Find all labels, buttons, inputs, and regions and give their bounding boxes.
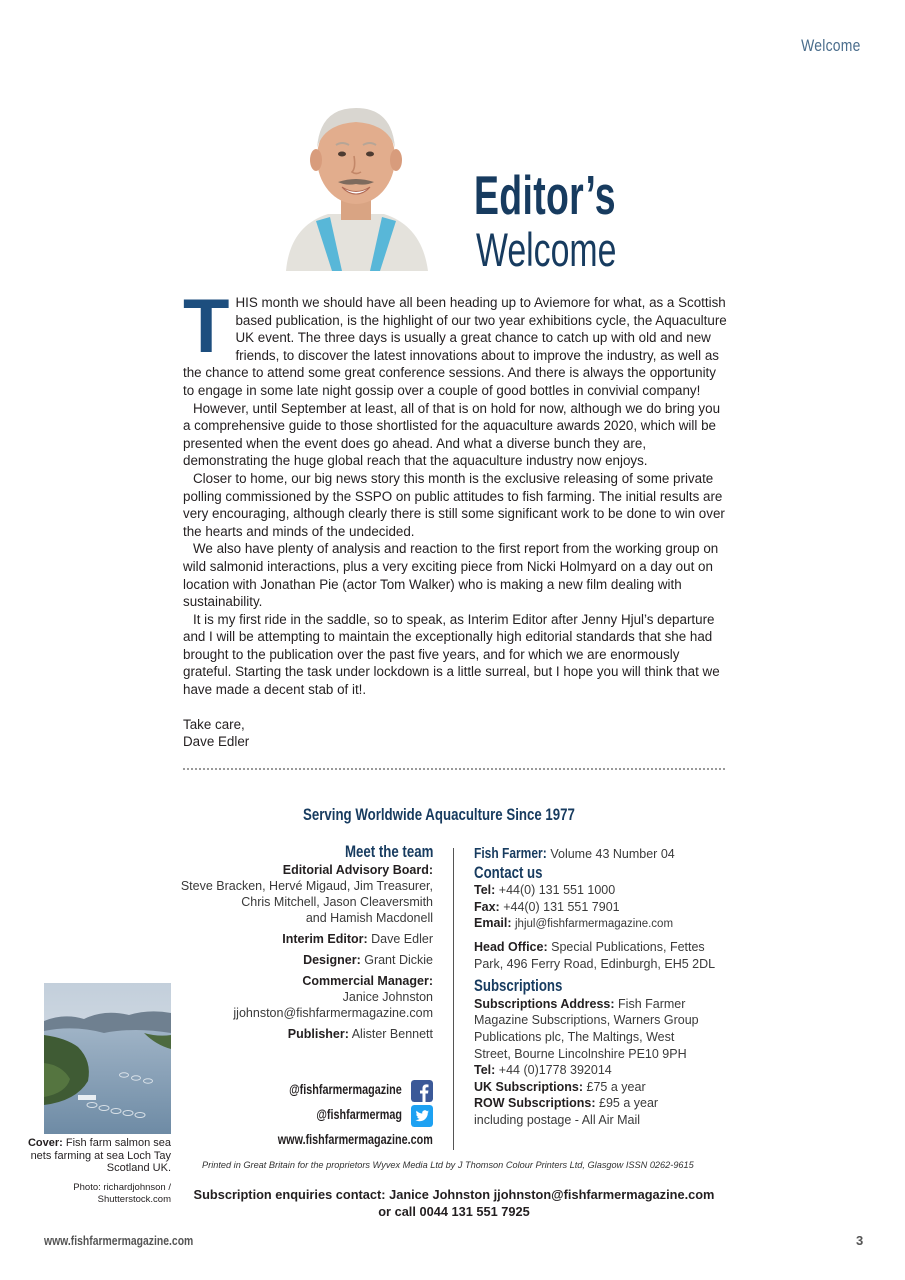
subscriptions-heading: Subscriptions <box>474 976 563 996</box>
sign-off: Take care, <box>183 716 245 732</box>
page-title-line2: Welcome <box>476 223 617 276</box>
subscriptions-address: Subscriptions Address: Fish Farmer Magazine Subscriptions, Warners Group Publications plc, The Maltings, West Street, Bourne Lincolnshire PE10 9PH <box>474 996 699 1061</box>
cover-credit: Photo: richardjohnson / Shutterstock.com <box>73 1182 171 1205</box>
commercial-email[interactable]: jjohnston@fishfarmermagazine.com <box>233 1006 433 1020</box>
commercial-name: Janice Johnston <box>342 990 433 1004</box>
magazine-name: Fish Farmer: <box>474 845 547 862</box>
volume-line <box>474 846 734 863</box>
website-link[interactable]: www.fishfarmermagazine.com <box>277 1132 433 1147</box>
paragraph-3: Closer to home, our big news story this month is the exclusive releasing of some private polling commissioned by the SSPO on public attitudes to fish farming. The initial results are very encouraging, although clearly there is still some significant work to be done to win over the hearts and minds of the undecided. <box>183 470 725 539</box>
column-separator <box>453 848 454 1150</box>
contact-email: Email: jhjul@fishfarmermagazine.com <box>474 916 674 931</box>
board-line-3: and Hamish Macdonell <box>305 911 433 925</box>
page-title-line1: Editor’s <box>474 164 616 226</box>
team-column <box>153 844 433 1042</box>
paragraph-5: It is my first ride in the saddle, so to speak, as Interim Editor after Jenny Hjul’s departure and I will be attempting to maintain the exceptionally high editorial standards that she had brought to the publication over the past five years, and for which we are enormously grateful. Starting the task under lockdown is a little surreal, but I hope you will think that we have made a decent stab of it!. <box>183 611 720 698</box>
board-line-1: Steve Bracken, Hervé Migaud, Jim Treasurer, <box>180 879 433 893</box>
section-label: Welcome <box>801 36 861 55</box>
designer: Designer: Grant Dickie <box>303 953 433 967</box>
footer-url[interactable]: www.fishfarmermagazine.com <box>44 1233 194 1248</box>
uk-subscriptions: UK Subscriptions: £75 a year <box>474 1079 646 1094</box>
team-heading: Meet the team <box>344 842 433 861</box>
head-office: Head Office: Special Publications, Fettes Park, 496 Ferry Road, Edinburgh, EH5 2DL <box>474 939 716 971</box>
interim-editor: Interim Editor: Dave Edler <box>282 932 433 946</box>
tagline: Serving Worldwide Aquaculture Since 1977 <box>303 805 575 824</box>
contact-heading: Contact us <box>474 862 543 882</box>
contact-tel: Tel: +44(0) 131 551 1000 <box>474 883 616 898</box>
paragraph-1 <box>183 284 728 400</box>
volume-text: Volume 43 Number 04 <box>550 847 675 861</box>
row-subscriptions: ROW Subscriptions: £95 a year including postage - All Air Mail <box>474 1096 659 1127</box>
subscriptions-tel: Tel: +44 (0)1778 392014 <box>474 1063 612 1078</box>
editorial-body <box>183 284 728 751</box>
publisher: Publisher: Alister Bennett <box>287 1027 433 1041</box>
twitter-icon[interactable] <box>411 1105 433 1127</box>
author-name: Dave Edler <box>183 734 250 750</box>
contact-fax: Fax: +44(0) 131 551 7901 <box>474 899 620 914</box>
page-number: 3 <box>856 1233 864 1248</box>
cover-caption: Cover: Fish farm salmon sea nets farming at sea Loch Tay Scotland UK. <box>27 1137 171 1174</box>
twitter-handle[interactable]: @fishfarmermag <box>316 1107 402 1122</box>
info-column <box>474 846 734 1129</box>
editor-portrait <box>276 96 436 271</box>
paragraph-1-text: HIS month we should have all been heading up to Aviemore for what, as a Scottish based publication, is the highlight of our two year exhibitions cycle, the Aquaculture UK event. The three days is usually a great chance to catch up with old and new friends, to discover the latest innovations about to improve the industry, as well as the chance to attend some great conference sessions. And there is always the opportunity to engage in some late night gossip over a couple of good bottles in convivial company! <box>183 295 727 398</box>
paragraph-2: However, until September at least, all of that is on hold for now, although we do bring you a comprehensive guide to those shortlisted for the aquaculture awards 2020, which will be presented when the event does go ahead. And what a diverse bunch they are, demonstrating the huge global reach that the aquaculture industry now enjoys. <box>183 400 721 469</box>
cover-photo <box>44 983 171 1134</box>
commercial-label: Commercial Manager: <box>302 974 433 988</box>
paragraph-4: We also have plenty of analysis and reaction to the first report from the working group on wild salmonid interactions, plus a very exciting piece from Nicki Holmyard on a day out on location with Jonathan Pie (actor Tom Walker) who is making a new film dealing with sustainability. <box>183 541 719 610</box>
board-label: Editorial Advisory Board: <box>282 863 433 877</box>
printer-note: Printed in Great Britain for the proprietors Wyvex Media Ltd by J Thomson Colour Printers Ltd, Glasgow ISSN 0262-9615 <box>202 1160 694 1170</box>
facebook-handle[interactable]: @fishfarmermagazine <box>289 1082 402 1097</box>
board-line-2: Chris Mitchell, Jason Cleaversmith <box>241 895 433 909</box>
subscription-enquiries: Subscription enquiries contact: Janice Johnston jjohnston@fishfarmermagazine.com or call 0044 131 551 7925 <box>193 1187 715 1219</box>
facebook-icon[interactable] <box>411 1080 433 1102</box>
drop-cap: T <box>183 284 230 369</box>
dotted-divider <box>183 768 725 770</box>
